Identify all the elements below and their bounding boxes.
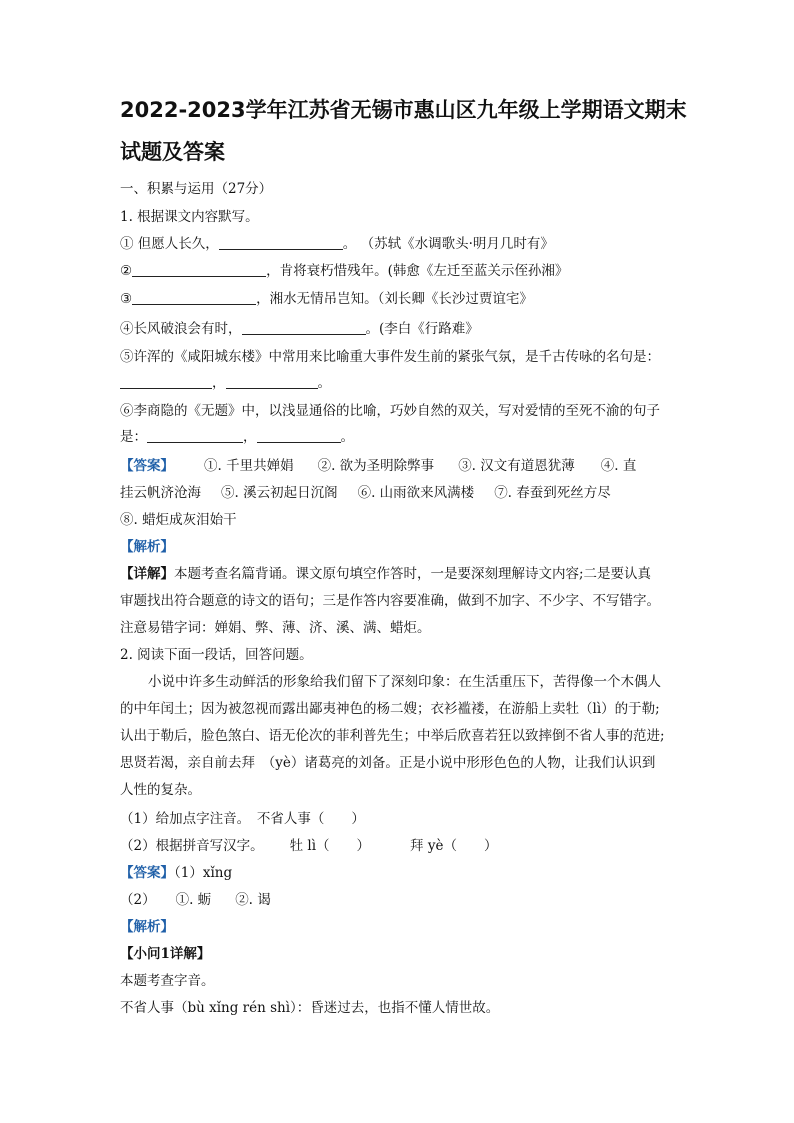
item-text: 。(李白《行路难》: [365, 321, 479, 337]
answer-item: ①. 千里共婵娟: [204, 458, 294, 474]
answer-item: 挂云帆济沧海: [120, 485, 201, 501]
answer-item: ⑤. 溪云初起日沉阁: [221, 485, 338, 501]
sub-question-text: 拜 yè（ ）: [410, 838, 498, 854]
fill-blank: [257, 430, 341, 443]
answer-item: ③. 汉文有道恩犹薄: [458, 458, 575, 474]
answer-item: （2）: [120, 892, 156, 908]
q2-sub-detail-label: 【小问1详解】: [120, 946, 211, 962]
question-2-prompt: 2. 阅读下面一段话，回答问题。: [120, 647, 313, 663]
detail-text: 本题考查名篇背诵。课文原句填空作答时，一是要深刻理解诗文内容;二是要认真: [174, 566, 652, 582]
fill-blank: [147, 430, 243, 443]
separator: 。: [317, 375, 331, 391]
item-text: 是：: [120, 429, 147, 445]
q2-analysis-label: 【解析】: [120, 919, 174, 935]
item-text: 。 （苏轼《水调歌头·明月几时有》: [342, 236, 554, 252]
q2-answer-line-1: [120, 864, 680, 882]
q1-answer-line-2: [120, 484, 680, 502]
answer-item: ⑥. 山雨欲来风满楼: [357, 485, 475, 501]
fill-blank: [120, 376, 212, 389]
q1-item-5-blanks: [120, 374, 680, 392]
fill-blank: [242, 322, 366, 335]
item-text: ① 但愿人长久，: [120, 236, 219, 252]
answer-item: ⑧. 蜡炬成灰泪始干: [120, 512, 237, 528]
fill-blank: [132, 264, 266, 277]
answer-item: ⑦. 春蚕到死丝方尽: [494, 485, 611, 501]
q1-analysis-label: 【解析】: [120, 539, 174, 555]
q2-paragraph-line-5: 人性的复杂。: [120, 782, 201, 798]
detail-label: 【详解】: [120, 566, 174, 582]
sub-question-text: （2）根据拼音写汉字。: [120, 838, 264, 854]
answer-item: （1）xǐng: [174, 865, 233, 881]
q1-item-1: [120, 235, 680, 253]
item-text: ③: [120, 291, 133, 307]
separator: ，: [212, 375, 226, 391]
item-text: ④长风破浪会有时，: [120, 321, 242, 337]
q2-answer-line-2: [120, 891, 680, 909]
q2-paragraph-line-1: 小说中许多生动鲜活的形象给我们留下了深刻印象：在生活重压下，苦得像一个木偶人: [148, 674, 661, 690]
q1-item-6: ⑥李商隐的《无题》中，以浅显通俗的比喻，巧妙自然的双关，写对爱情的至死不渝的句子: [120, 403, 660, 419]
separator: ，: [243, 429, 257, 445]
q2-paragraph-line-2: 的中年闰土；因为被忽视而露出鄙夷神色的杨二嫂；衣衫褴褛，在游船上卖牡（lì）的于勒;: [120, 701, 660, 717]
fill-blank: [226, 376, 318, 389]
answer-item: ②. 欲为圣明除弊事: [317, 458, 435, 474]
question-1-prompt: 1. 根据课文内容默写。: [120, 209, 259, 225]
q2-sub-question-2: [120, 837, 680, 855]
q1-item-4: [120, 320, 680, 338]
item-text: ，湘水无情吊岂知。（刘长卿《长沙过贾谊宅》: [256, 291, 533, 307]
answer-item: ②. 谒: [235, 892, 271, 908]
q2-sub-question-1: （1）给加点字注音。 不省人事（ ）: [120, 811, 365, 827]
answer-label: 【答案】: [120, 865, 174, 881]
q1-item-6-blanks: [120, 428, 680, 446]
section-heading: 一、积累与运用（27分）: [120, 181, 273, 197]
q1-item-2: [120, 262, 680, 280]
answer-item: ①. 蛎: [175, 892, 212, 908]
sub-question-text: 牡 lì（ ）: [289, 838, 371, 854]
q2-detail-line-2: 不省人事（bù xǐng rén shì）：昏迷过去，也指不懂人情世故。: [120, 1000, 500, 1016]
document-title-line1: 2022-2023学年江苏省无锡市惠山区九年级上学期语文期末: [120, 98, 687, 122]
fill-blank: [219, 237, 343, 250]
q1-item-3: [120, 290, 680, 308]
fill-blank: [132, 292, 256, 305]
q2-paragraph-line-3: 认出于勒后，脸色煞白、语无伦次的菲利普先生；中举后欣喜若狂以致摔倒不省人事的范进;: [120, 728, 665, 744]
q1-item-5: ⑤许浑的《咸阳城东楼》中常用来比喻重大事件发生前的紧张气氛，是千古传咏的名句是：: [120, 349, 660, 365]
q1-detail-line-1: [120, 565, 680, 583]
separator: 。: [340, 429, 354, 445]
q1-detail-line-3: 注意易错字词：婵娟、弊、薄、济、溪、满、蜡炬。: [120, 620, 431, 636]
q1-answer-line-3: [120, 511, 680, 529]
q1-answer-line-1: [120, 457, 680, 475]
document-title-line2: 试题及答案: [120, 140, 225, 164]
answer-item: ④. 直: [600, 458, 637, 474]
q1-detail-line-2: 审题找出符合题意的诗文的语句；三是作答内容要准确，做到不加字、不少字、不写错字。: [120, 593, 660, 609]
q2-paragraph-line-4: 思贤若渴，亲自前去拜 （yè）诸葛亮的刘备。正是小说中形形色色的人物，让我们认识到: [120, 755, 656, 771]
item-text: ②: [120, 263, 133, 279]
answer-label: 【答案】: [120, 458, 174, 474]
item-text: ，肯将衰朽惜残年。(韩愈《左迁至蓝关示侄孙湘》: [266, 263, 569, 279]
q2-detail-line-1: 本题考查字音。: [120, 973, 215, 989]
